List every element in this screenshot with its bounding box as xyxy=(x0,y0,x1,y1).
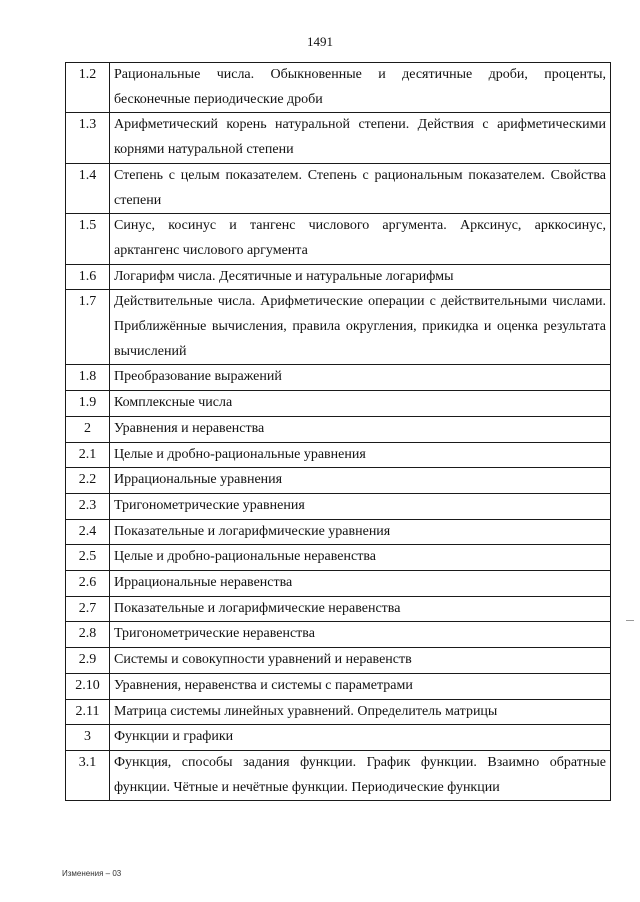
table-row xyxy=(66,596,611,622)
row-topic: Функция, способы задания функции. График функции. Взаимно обратные функции. Чётные и нечётные функции. Периодические функции xyxy=(110,750,611,800)
row-topic: Матрица системы линейных уравнений. Определитель матрицы xyxy=(110,699,611,725)
table-body xyxy=(66,63,611,801)
table-row xyxy=(66,750,611,800)
table-row xyxy=(66,673,611,699)
table-row xyxy=(66,113,611,163)
row-topic: Показательные и логарифмические уравнения xyxy=(110,519,611,545)
row-topic: Целые и дробно-рациональные неравенства xyxy=(110,545,611,571)
table-row xyxy=(66,622,611,648)
row-topic: Системы и совокупности уравнений и неравенств xyxy=(110,648,611,674)
table-row xyxy=(66,214,611,264)
row-topic: Иррациональные уравнения xyxy=(110,468,611,494)
table-row xyxy=(66,571,611,597)
row-topic: Комплексные числа xyxy=(110,391,611,417)
row-number: 1.4 xyxy=(66,163,110,213)
table-row xyxy=(66,442,611,468)
table-row xyxy=(66,391,611,417)
row-number: 1.3 xyxy=(66,113,110,163)
row-number: 2.3 xyxy=(66,493,110,519)
row-topic: Тригонометрические уравнения xyxy=(110,493,611,519)
page-number: 1491 xyxy=(307,34,333,49)
row-number: 1.2 xyxy=(66,63,110,113)
row-number: 2.4 xyxy=(66,519,110,545)
footer-changes: Изменения – 03 xyxy=(62,869,122,878)
row-number: 2.9 xyxy=(66,648,110,674)
table-row xyxy=(66,725,611,751)
row-number: 1.9 xyxy=(66,391,110,417)
row-number: 1.5 xyxy=(66,214,110,264)
row-topic: Логарифм числа. Десятичные и натуральные логарифмы xyxy=(110,264,611,290)
row-topic: Тригонометрические неравенства xyxy=(110,622,611,648)
row-topic: Иррациональные неравенства xyxy=(110,571,611,597)
row-number: 2.1 xyxy=(66,442,110,468)
table-row xyxy=(66,699,611,725)
row-topic: Уравнения, неравенства и системы с параметрами xyxy=(110,673,611,699)
table-row xyxy=(66,416,611,442)
table-row xyxy=(66,545,611,571)
row-topic: Функции и графики xyxy=(110,725,611,751)
row-number: 3.1 xyxy=(66,750,110,800)
content-table xyxy=(65,62,611,801)
table-row xyxy=(66,163,611,213)
row-number: 2.6 xyxy=(66,571,110,597)
row-topic: Показательные и логарифмические неравенства xyxy=(110,596,611,622)
row-number: 2.7 xyxy=(66,596,110,622)
margin-mark xyxy=(626,620,634,621)
row-number: 2.5 xyxy=(66,545,110,571)
row-number: 2.2 xyxy=(66,468,110,494)
row-number: 2.11 xyxy=(66,699,110,725)
row-topic: Преобразование выражений xyxy=(110,365,611,391)
table-row xyxy=(66,290,611,365)
row-topic: Целые и дробно-рациональные уравнения xyxy=(110,442,611,468)
table-row xyxy=(66,493,611,519)
table-row xyxy=(66,468,611,494)
table-row xyxy=(66,264,611,290)
row-topic: Степень с целым показателем. Степень с рациональным показателем. Свойства степени xyxy=(110,163,611,213)
row-number: 3 xyxy=(66,725,110,751)
table-row xyxy=(66,63,611,113)
row-number: 1.7 xyxy=(66,290,110,365)
table-row xyxy=(66,365,611,391)
row-number: 1.8 xyxy=(66,365,110,391)
table-row xyxy=(66,519,611,545)
row-number: 2.8 xyxy=(66,622,110,648)
row-number: 2 xyxy=(66,416,110,442)
row-topic: Рациональные числа. Обыкновенные и десятичные дроби, проценты, бесконечные периодические дроби xyxy=(110,63,611,113)
row-topic: Синус, косинус и тангенс числового аргумента. Арксинус, арккосинус, арктангенс числового аргумента xyxy=(110,214,611,264)
row-topic: Действительные числа. Арифметические операции с действительными числами. Приближённые вычисления, правила округления, прикидка и оценка результата вычислений xyxy=(110,290,611,365)
row-number: 1.6 xyxy=(66,264,110,290)
row-topic: Арифметический корень натуральной степени. Действия с арифметическими корнями натуральной степени xyxy=(110,113,611,163)
row-number: 2.10 xyxy=(66,673,110,699)
row-topic: Уравнения и неравенства xyxy=(110,416,611,442)
table-row xyxy=(66,648,611,674)
